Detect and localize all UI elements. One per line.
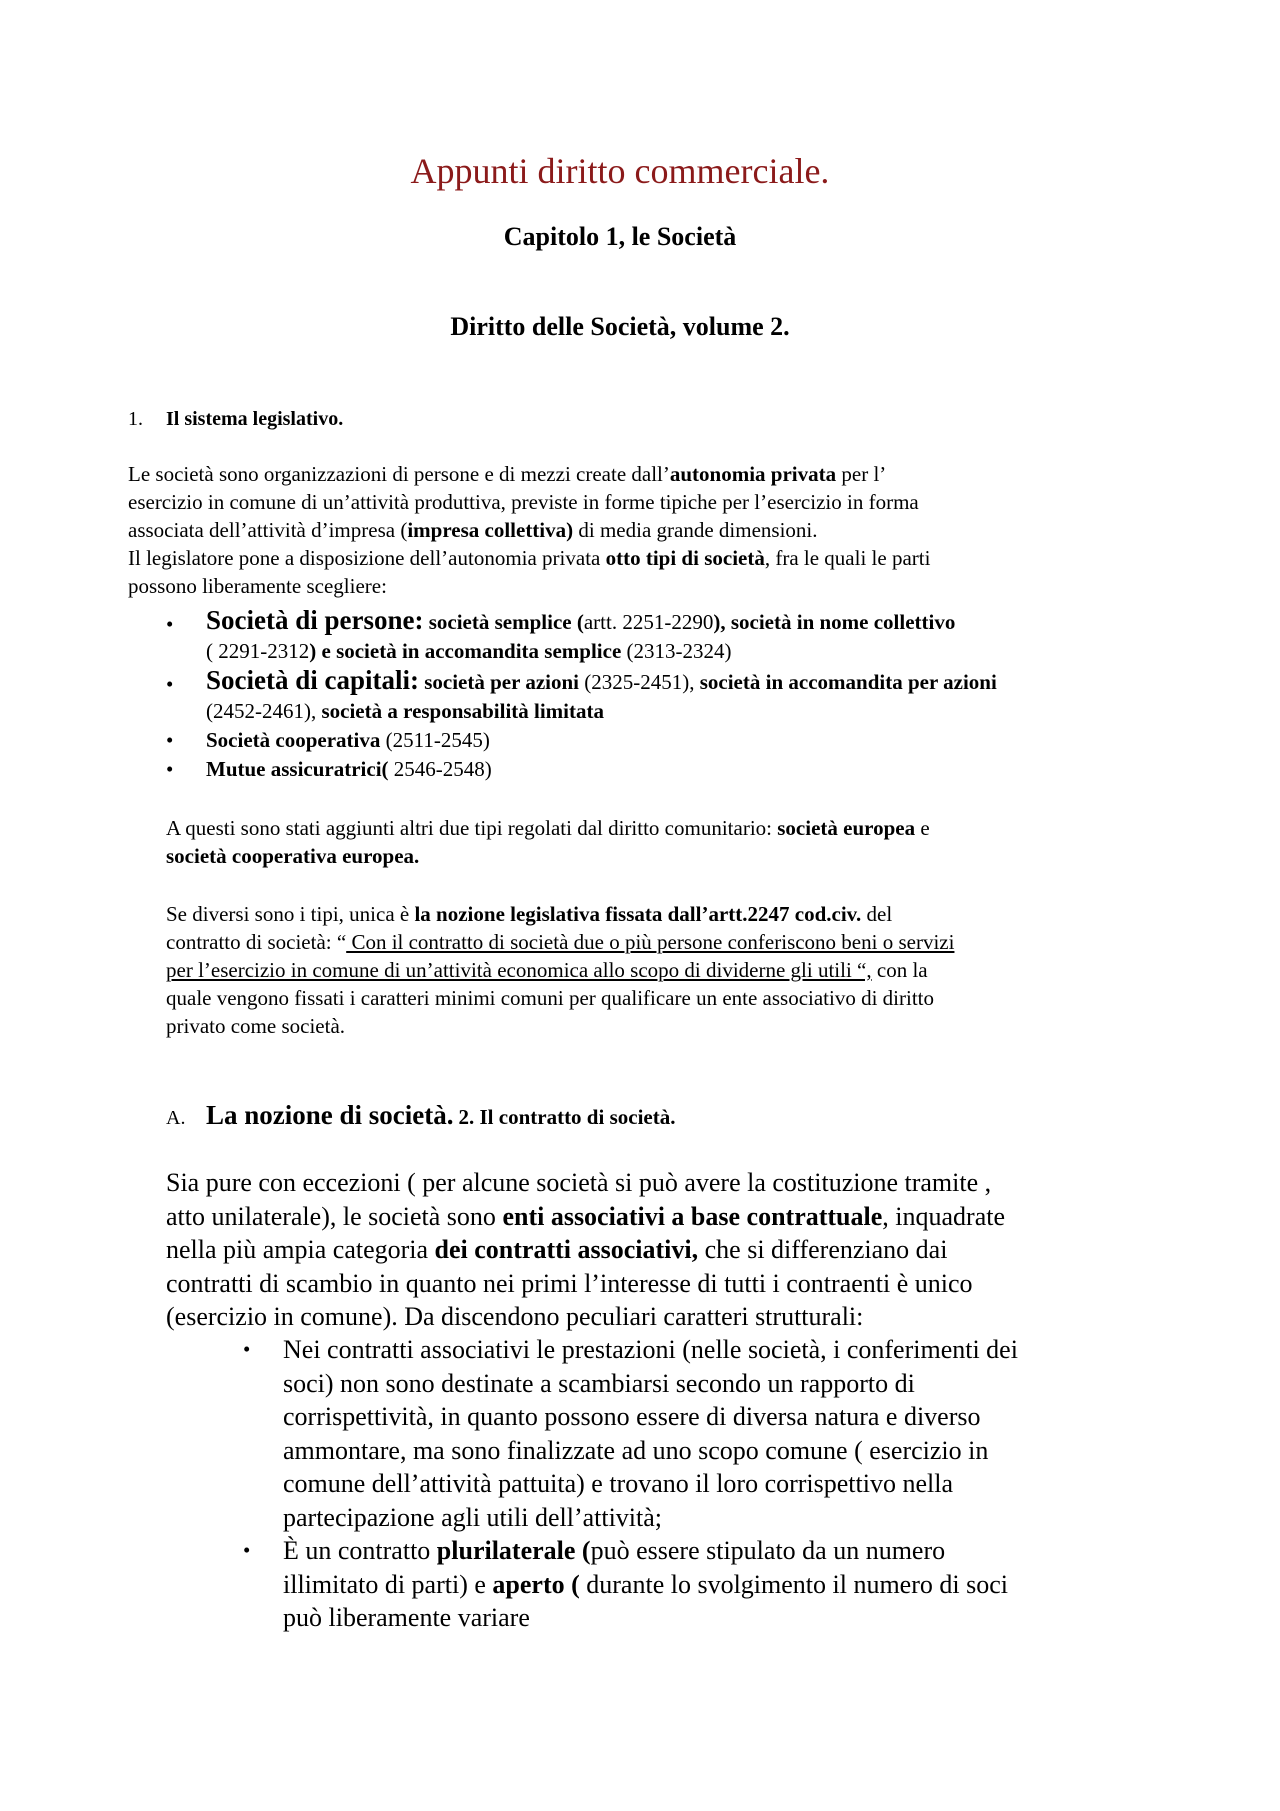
bullet-icon: • [166,612,174,636]
community-paragraph: A questi sono stati aggiunti altri due tipi regolati dal diritto comunitario: società europea e società cooperativa europea. [166,816,930,868]
bullet-icon: • [243,1538,251,1562]
list-item: • Società di persone: società semplice (artt. 2251-2290), società in nome collettivo ( 2291-2312) e società in accomandita semplice (2313-2324) [166,605,956,663]
section-letter: A. [166,1107,186,1129]
list-item: • Società di capitali: società per azioni (2325-2451), società in accomandita per azioni (2452-2461), società a responsabilità limitata [166,665,997,723]
section-A-heading [166,1100,675,1131]
structural-features-list [243,1333,1018,1635]
bullet-icon: • [243,1337,251,1361]
section-A-subtitle: 2. Il contratto di società. [458,1105,676,1129]
volume-heading: Diritto delle Società, volume 2. [450,312,790,341]
quoted-article: Con il contratto di società due o più persone conferiscono beni o servizi [346,930,955,954]
section-number: 1. [128,408,143,430]
section-title: Il sistema legislativo. [166,408,344,430]
section-A-title: La nozione di società. [206,1100,454,1130]
list-item: • È un contratto plurilaterale (può essere stipulato da un numero illimitato di parti) e aperto ( durante lo svolgimento il numero di soci può liberamente variare [243,1536,1008,1632]
bullet-icon: • [166,672,174,696]
list-item: • Mutue assicuratrici( 2546-2548) [166,755,997,784]
bullet-icon: • [166,728,174,752]
bullet-icon: • [166,757,174,781]
notion-paragraph: Se diversi sono i tipi, unica è la nozione legislativa fissata dall’artt.2247 cod.civ. del contratto di società: “ Con il contratto di società due o più persone conferiscono beni o servizi per l’esercizio in comune di un’attività economica allo scopo di dividerne gli utili “, con la quale vengono fissati i caratteri minimi comuni per qualificare un ente associativo di diritto privato come società. [166,902,955,1038]
chapter-heading: Capitolo 1, le Società [503,222,737,251]
section-1-heading [128,408,343,431]
intro-paragraph: Le società sono organizzazioni di persone e di mezzi create dall’autonomia privata per l’ esercizio in comune di un’attività produttiva, previste in forme tipiche per l’esercizio in forma associata dell’attività d’impresa (impresa collettiva) di media grande dimensioni. Il legislatore pone a disposizione dell’autonomia privata otto tipi di società, fra le quali le parti possono liberamente scegliere: [128,462,931,598]
body-paragraph: Sia pure con eccezioni ( per alcune società si può avere la costituzione tramite , atto unilaterale), le società sono enti associativi a base contrattuale, inquadrate nella più ampia categoria dei contratti associativi, che si differenziano dai contratti di scambio in quanto nei primi l’interesse di tutti i contraenti è unico (esercizio in comune). Da discendono peculiari caratteri strutturali: [166,1168,1006,1331]
list-item: • Nei contratti associativi le prestazioni (nelle società, i conferimenti dei soci) non sono destinate a scambiarsi secondo un rapporto di corrispettività, in quanto possono essere di diversa natura e diverso ammontare, ma sono finalizzate ad uno scopo comune ( esercizio in comune dell’attività pattuita) e trovano il loro corrispettivo nella partecipazione agli utili dell’attività; [243,1335,1018,1532]
list-item: • Società cooperativa (2511-2545) [166,726,997,755]
document-title: Appunti diritto commerciale. [410,151,830,191]
company-types-list [166,606,997,784]
